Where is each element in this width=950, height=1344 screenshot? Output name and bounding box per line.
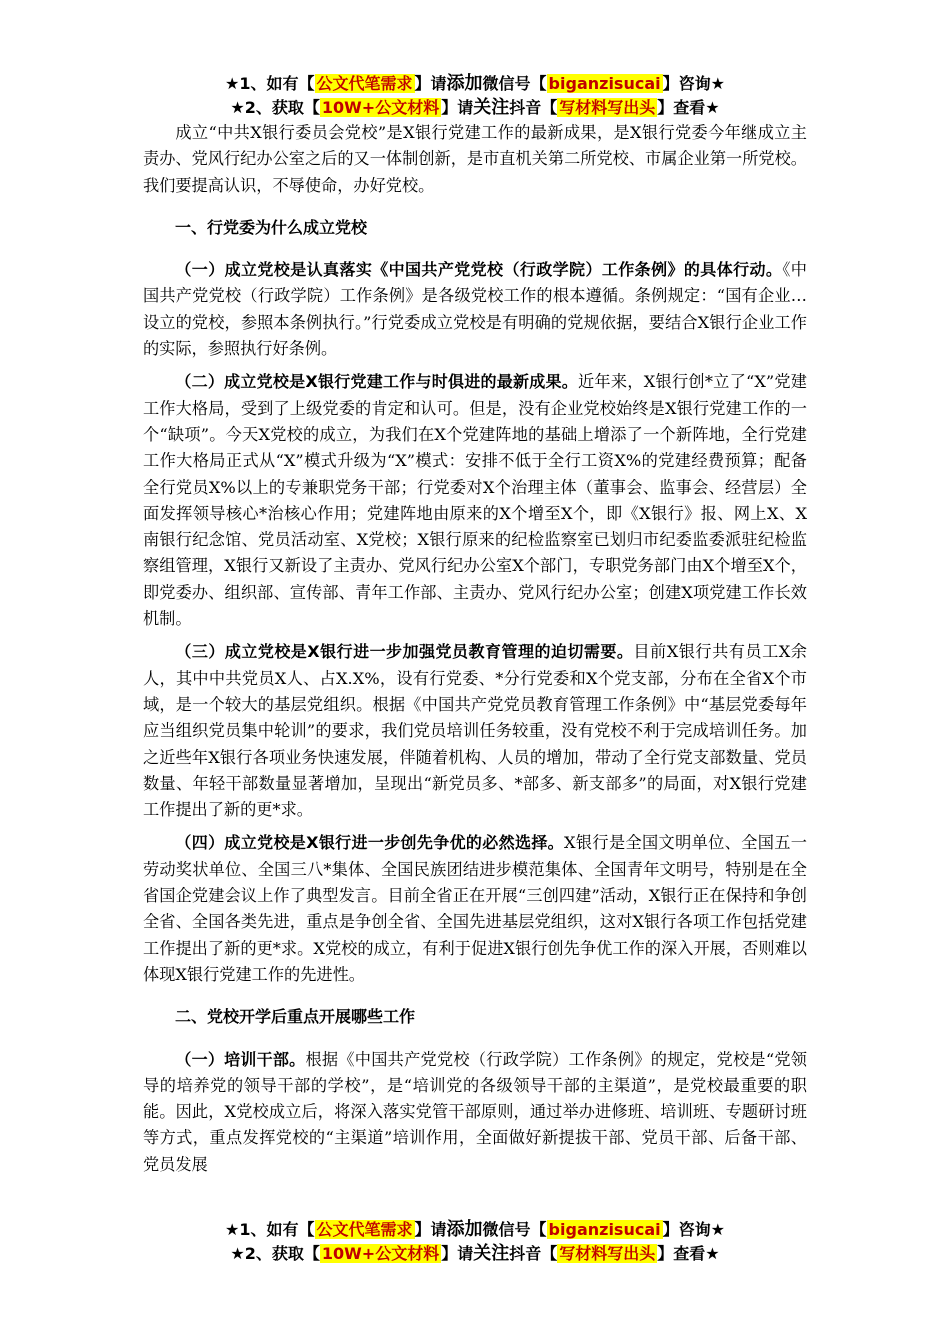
highlight-douyin: 写材料写出头	[559, 98, 656, 117]
highlight-materials: 10W+公文材料	[321, 98, 440, 117]
promo-line-1: ★1、如有【 公文代笔需求 】请添加微信号【 biganzisucai 】咨询★	[225, 73, 725, 94]
highlight-wechat-id: biganzisucai	[548, 1220, 661, 1239]
section-heading-1: 一、行党委为什么成立党校	[175, 217, 368, 237]
paragraph-1-2: （二）成立党校是X银行党建工作与时俱进的最新成果。近年来，X银行创*立了“X”党建工作大格局，受到了上级党委的肯定和认可。但是，没有企业党校始终是X银行党建工作的一个“缺项”。今天X党校的成立，为我们在X个党建阵地的基础上增添了一个新阵地，全行党建工作大格局正式从“X”模式升级为“X”模式：安排不低于全行工资X%的党建经费预算；配备全行党员X%以上的专兼职党务干部；行党委对X个治理主体（董事会、监事会、经营层）全面发挥领导核心*治核心作用；党建阵地由原来的X个增至X个，即《X银行》报、网上X、X南银行纪念馆、党员活动室、X党校；X银行原来的纪检监察室已划归市纪委监委派驻纪检监察组管理，X银行又新设了主责办、党风行纪办公室X个部门，专职党务部门由X个增至X个，即党委办、组织部、宣传部、青年工作部、主责办、党风行纪办公室；创建X项党建工作长效机制。	[143, 372, 807, 629]
paragraph-lead: （一）培训干部。	[175, 1049, 306, 1069]
highlight-douyin: 写材料写出头	[559, 1244, 656, 1263]
paragraph-1-3: （三）成立党校是X银行进一步加强党员教育管理的迫切需要。目前X银行共有员工X余人，其中中共党员X人、占X.X%，设有行党委、*分行党委和X个党支部，分布在全省X个市域，是一个较大的基层党组织。根据《中国共产党党员教育管理工作条例》中“基层党委每年应当组织党员集中轮训”的要求，我们党员培训任务较重，没有党校不利于完成培训任务。加之近些年X银行各项业务快速发展，伴随着机构、人员的增加，带动了全行党支部数量、党员数量、年轻干部数量显著增加，呈现出“新党员多、*部多、新支部多”的局面，对X银行党建工作提出了新的更*求。	[143, 642, 807, 820]
promo-line-2: ★2、获取【 10W+公文材料 】请关注抖音【 写材料写出头 】查看★	[230, 1243, 720, 1264]
paragraph-lead: （四）成立党校是X银行进一步创先争优的必然选择。	[175, 833, 565, 853]
section-heading-2: 二、党校开学后重点开展哪些工作	[175, 1007, 416, 1027]
promo-banner-top	[140, 72, 810, 120]
paragraph-1-1: （一）成立党校是认真落实《中国共产党党校（行政学院）工作条例》的具体行动。《中国共产党党校（行政学院）工作条例》是各级党校工作的根本遵循。条例规定：“国有企业…设立的党校，参照本条例执行。”行党委成立党校是有明确的党规依据，要结合X银行企业工作的实际，参照执行好条例。	[143, 260, 807, 359]
promo-line-2: ★2、获取【 10W+公文材料 】请关注抖音【 写材料写出头 】查看★	[230, 97, 720, 118]
paragraph-lead: （三）成立党校是X银行进一步加强党员教育管理的迫切需要。	[175, 642, 634, 662]
paragraph-1-4: （四）成立党校是X银行进一步创先争优的必然选择。X银行是全国文明单位、全国五一劳动奖状单位、全国三八*集体、全国民族团结进步模范集体、全国青年文明号，特别是在全省国企党建会议上作了典型发言。目前全省正在开展“三创四建”活动，X银行正在保持和争创全省、全国各类先进，重点是争创全省、全国先进基层党组织，这对X银行各项工作包括党建工作提出了新的更*求。X党校的成立，有利于促进X银行创先争优工作的深入开展，否则难以体现X银行党建工作的先进性。	[143, 833, 807, 984]
promo-line-1: ★1、如有【 公文代笔需求 】请添加微信号【 biganzisucai 】咨询★	[225, 1219, 725, 1240]
highlight-service: 公文代笔需求	[316, 1220, 413, 1239]
document-body	[143, 120, 807, 1178]
paragraph-2-1: （一）培训干部。根据《中国共产党党校（行政学院）工作条例》的规定，党校是“党领导的培养党的领导干部的学校”，是“培训党的各级领导干部的主渠道”，是党校最重要的职能。因此，X党校成立后，将深入落实党管干部原则，通过举办进修班、培训班、专题研讨班等方式，重点发挥党校的“主渠道”培训作用，全面做好新提拔干部、党员干部、后备干部、党员发展	[143, 1049, 807, 1174]
paragraph-lead: （二）成立党校是X银行党建工作与时俱进的最新成果。	[175, 372, 578, 392]
promo-banner-bottom	[140, 1218, 810, 1266]
highlight-service: 公文代笔需求	[316, 74, 413, 93]
intro-paragraph: 成立“中共X银行委员会党校”是X银行党建工作的最新成果，是X银行党委今年继成立主责办、党风行纪办公室之后的又一体制创新，是市直机关第二所党校、市属企业第一所党校。我们要提高认识，不辱使命，办好党校。	[143, 123, 807, 195]
highlight-wechat-id: biganzisucai	[548, 74, 661, 93]
paragraph-lead: （一）成立党校是认真落实《中国共产党党校（行政学院）工作条例》的具体行动。	[175, 260, 783, 280]
highlight-materials: 10W+公文材料	[321, 1244, 440, 1263]
